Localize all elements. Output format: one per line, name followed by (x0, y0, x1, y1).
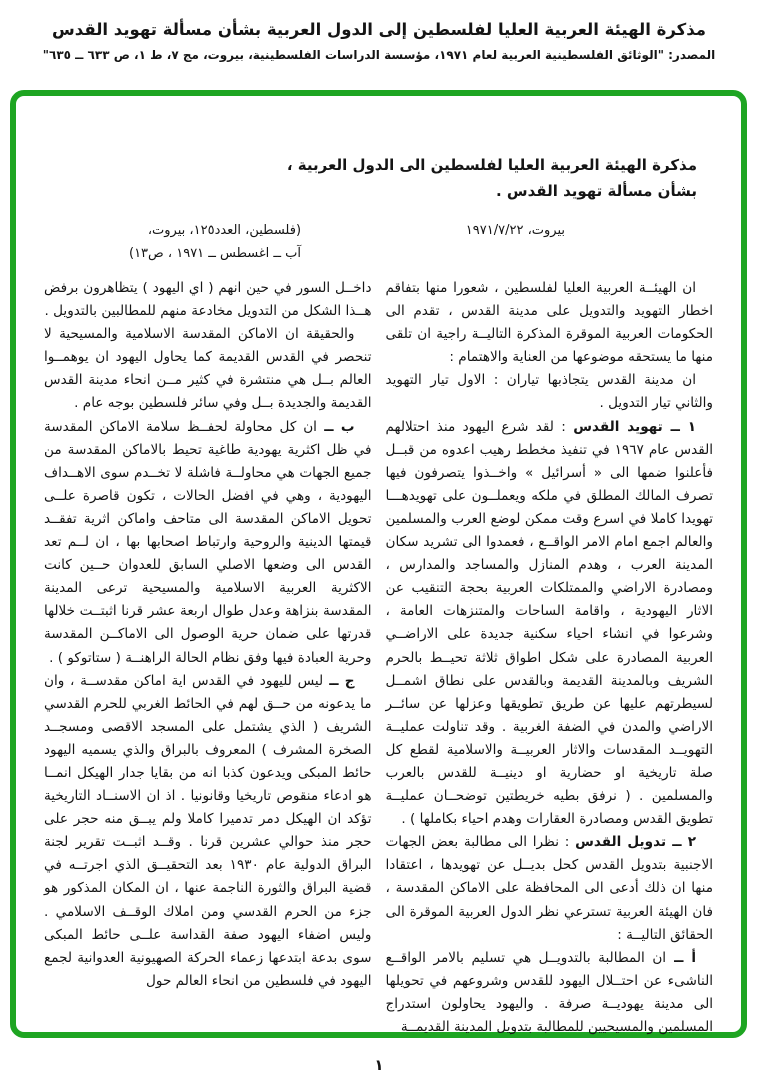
paragraph-text: ان كل محاولة لحفــظ سلامة الاماكن المقدسة في ظل اكثرية يهودية طاغية تحيط بالاماكن المقدسة من جميع الجهات هي محاولــة فاشلة لا تخــدم سوى الاهــداف اليهودية ، وهي في افضل الحالات ، تكون قاصرة علــى تحويل الاماكن المقدسة الى متاحف واماكن اثرية تفقــد قيمتها الدينية والروحية وارتباط اصحابها بها ، ان لــم تعد القدس الى وضعها الاصلي السابق للعدوان حــين كانت الاكثرية العربية الاسلامية والمسيحية ترعى المدينة المقدسة بنزاهة وعدل طوال اربعة عشر قرنا اثبتــت خلالها قدرتها على ضمان حرية الوصول الى الاماكــن المقدسة وحرية العبادة فيها وفق نظام الحالة الراهنــة ( ستاتوكو ) . (44, 418, 372, 666)
document-title-line-2: بشأن مسألة تهويد القدس . (496, 182, 697, 200)
paragraph-prefix: ج ــ (323, 672, 355, 689)
paragraph-prefix: ٢ ــ (666, 834, 696, 851)
paragraph-lead: تدويل القدس (575, 834, 667, 851)
document-frame (10, 90, 747, 1038)
paragraph (44, 277, 372, 323)
citation (129, 219, 301, 265)
paragraph (44, 323, 372, 415)
paragraph-text: ان الهيئــة العربية العليا لفلسطين ، شعورا منها بتفاقم اخطار التهويد والتدويل على مدينة القدس ، تقدم الى الحكومات العربية الموقرة المذكرة التاليــة راجية ان تلقى منها ما يستحقه موضوعها من العناية والاهتمام : (385, 280, 713, 366)
paragraph-text: داخــل السور في حين انهم ( اي اليهود ) يتظاهرون برفض هــذا الشكل من التدويل مخادعة منهم للمطالبين بالتدويل . (44, 280, 372, 320)
paragraph-text: ان المطالبة بالتدويــل هي تسليم بالامر الواقــع الناشىء عن احتــلال اليهود للقدس وشروعهم في تحويلها الى مدينة يهوديــة صرفة . واليهود يحاولون استدراج المسلمين والمسيحيين للمطالبة بتدويل المدينة القديمــة (385, 949, 713, 1035)
paragraph-text: ان مدينة القدس يتجاذبها تياران : الاول تيار التهويد والثاني تيار التدويل . (385, 372, 713, 412)
column-left (44, 277, 372, 1039)
paragraph (386, 277, 714, 369)
paragraph (386, 416, 714, 832)
column-right (386, 277, 714, 1039)
dateline: بيروت، ١٩٧١/٧/٢٢ (465, 223, 565, 238)
header (0, 0, 758, 62)
paragraph (386, 947, 714, 1039)
paragraph (386, 369, 714, 415)
header-source: المصدر: "الوثائق الفلسطينية العربية لعام ١٩٧١، مؤسسة الدراسات الفلسطينية، بيروت، مج ٧، ط ١، ص ٦٣٣ ــ ٦٣٥" (42, 48, 716, 62)
paragraph-lead: تهويد القدس (573, 418, 663, 435)
body-columns (44, 277, 713, 1039)
document-meta (44, 219, 713, 265)
paragraph-text: : لقد شرع اليهود منذ احتلالهم القدس عام ١٩٦٧ في تنفيذ مخطط رهيب اعدوه من قبــل فأعلنوا ضمها الى « أسرائيل » واخــذوا يتصرفون فيها تصرف المالك المطلق في ملكه ويعملــون على تهويدهـــا تهويدا كاملا في اسرع وقت ممكن لوضع العرب والمسلمين والعالم اجمع امام الامر الواقــع ، فعمدوا الى تشريد سكان المدينة العرب ، وهدم المنازل والمساجد والمدارس ، ومصادرة الاراضي والممتلكات العربية بحجة التنقيب عن الاثار اليهودية ، واقامة الساحات والمتنزهات العامة ، وشرعوا في انشاء احياء سكنية جديدة على الاراضــي العربية المصادرة على شكل اطواق ثلاثة تحيــط بالحرم الشريف وبالمدينة القديمة وبالقدس على نطاق اشمــل لسيطرتهم عليها عن طريق تطويقها وعزلها عن سائــر الاراضي والمدن في الضفة الغربية . وقد تناولت عمليــة التهويــد المقدسات والاثار العربيــة والاسلامية لقطع كل صلة تاريخية او حضارية او دينيــة للقدس بالعرب والمسلمين . ( نرفق بطيه خريطتين توضحــان عمليــة تطويق القدس ومصادرة العقارات وهدم احياء بكاملها ) . (385, 418, 713, 828)
paragraph-text: : نظرا الى مطالبة بعض الجهات الاجنبية بتدويل القدس كحل بديــل عن تهويدها ، اعتقادا منها ان ذلك أدعى الى المحافظة على الاماكن المقدسة ، فان الهيئة العربية تسترعي نظر الدول العربية الموقرة الى الحقائق التاليــة : (385, 834, 713, 943)
document-title-line-1: مذكرة الهيئة العربية العليا لفلسطين الى الدول العربية ، (286, 156, 697, 174)
paragraph-prefix: ب ــ (316, 418, 355, 435)
paragraph (386, 831, 714, 946)
paragraph-prefix: ١ ــ (662, 418, 696, 435)
paragraph-text: ليس لليهود في القدس اية اماكن مقدســة ، وان ما يدعونه من حــق لهم في الحائط الغربي للحرم القدسي الشريف ( الذي يشتمل على المسجد الاقصى ومسجــد الصخرة المشرف ) المعروف بالبراق والذي يسميه اليهود حائط المبكى ويدعون كذبا انه من بقايا جدار الهيكل انمــا هو ادعاء منقوص تاريخيا وقانونيا . اذ ان الاسنــاد التاريخية تؤكد ان الهيكل دمر تدميرا كاملا ولم يبــق منه حجر على حجر منذ حوالي عشرين قرنا . وقــد اثبــت تقرير لجنة البراق الدولية عام ١٩٣٠ بعد التحقيــق الذي اجرتــه في قضية البراق والثورة الناجمة عنها ، ان المكان المذكور هو جزء من الحرم القدسي ومن املاك الوقــف الاسلامي . وليس اضفاء اليهود صفة القداسة علــى حائط المبكى سوى بدعة ابتدعها زعماء الحركة الصهيونية العدوانية لجمع اليهود في فلسطين من انحاء العالم حول (44, 672, 372, 989)
page-number: ١ (374, 1056, 384, 1074)
citation-line-2: آب ــ اغسطس ــ ١٩٧١ ، ص١٣) (129, 246, 302, 261)
paragraph-text: والحقيقة ان الاماكن المقدسة الاسلامية والمسيحية لا تنحصر في القدس القديمة كما يحاول اليهود ان يوهمــوا العالم بــل هي منتشرة في كثير مــن انحاء مدينة القدس القديمة والجديدة بــل وفي سائر فلسطين بوجه عام . (44, 326, 372, 412)
citation-line-1: (فلسطين، العدد١٢٥، بيروت، (147, 223, 302, 238)
paragraph (44, 670, 372, 993)
header-title: مذكرة الهيئة العربية العليا لفلسطين إلى الدول العربية بشأن مسألة تهويد القدس (52, 20, 706, 39)
paragraph-prefix: أ ــ (666, 949, 696, 966)
document-title (16, 152, 697, 204)
paragraph (44, 416, 372, 670)
